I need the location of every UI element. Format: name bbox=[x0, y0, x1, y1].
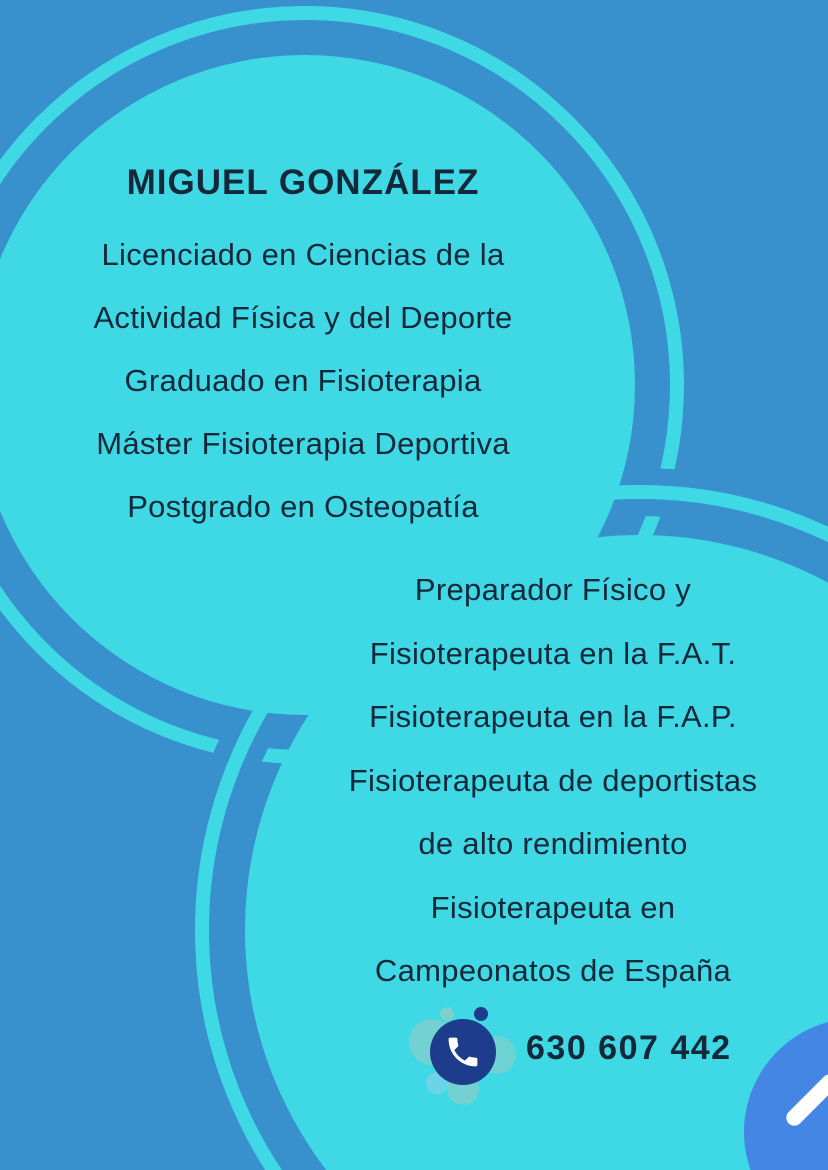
credential-line: Actividad Física y del Deporte bbox=[93, 300, 513, 335]
role-line: Campeonatos de España bbox=[374, 953, 732, 988]
phone-row bbox=[404, 998, 732, 1098]
role-line: Preparador Físico y bbox=[414, 572, 692, 607]
roles-block bbox=[268, 558, 828, 1003]
credential-line: Graduado en Fisioterapia bbox=[124, 363, 482, 398]
phone-badge-spacer bbox=[404, 998, 516, 1098]
phone-number: 630 607 442 bbox=[526, 1028, 732, 1067]
role-line: Fisioterapeuta en la F.A.T. bbox=[369, 635, 737, 671]
credential-line: Licenciado en Ciencias de la bbox=[101, 237, 505, 272]
role-line: de alto rendimiento bbox=[418, 826, 688, 861]
credential-line: Máster Fisioterapia Deportiva bbox=[96, 426, 510, 461]
role-line: Fisioterapeuta en la F.A.P. bbox=[369, 699, 737, 734]
role-line: Fisioterapeuta de deportistas bbox=[348, 762, 758, 798]
role-line: Fisioterapeuta en bbox=[430, 889, 676, 925]
credentials-block bbox=[8, 151, 598, 538]
profile-name: MIGUEL GONZÁLEZ bbox=[126, 163, 480, 202]
credential-line: Postgrado en Osteopatía bbox=[127, 489, 479, 524]
